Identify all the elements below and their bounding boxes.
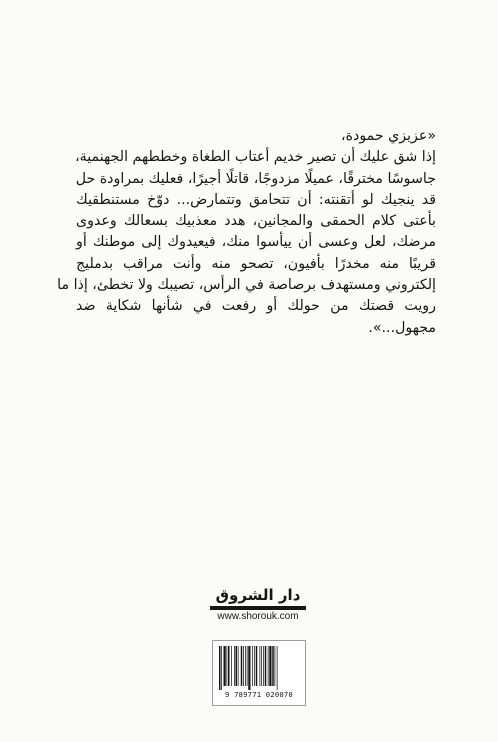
barcode-bar — [221, 646, 222, 690]
barcode-bar — [275, 646, 276, 686]
barcode-bar — [256, 646, 258, 686]
blurb-line: إلكتروني ومستهدف برصاصة في الرأس، تصيبك ولا تخطئ، إذا ما — [57, 277, 436, 294]
barcode — [212, 640, 306, 706]
barcode-bar — [252, 646, 253, 686]
barcode-bar — [238, 646, 239, 686]
barcode-bar — [243, 646, 244, 686]
barcode-bar — [219, 646, 221, 690]
barcode-bars — [217, 646, 301, 690]
barcode-bar — [261, 646, 262, 686]
barcode-bar — [265, 646, 267, 686]
blurb-line: «عزيزي حمودة، — [341, 128, 436, 144]
barcode-bar — [272, 646, 274, 686]
blurb-line: مجهول...». — [368, 319, 436, 336]
barcode-bar — [254, 646, 255, 686]
barcode-bar — [231, 646, 232, 686]
barcode-bar — [247, 646, 248, 686]
blurb-line: جاسوسًا مخترقًا، عميلًا مزدوجًا، قاتلًا أجيرًا، فعليك بمراودة حل — [75, 170, 436, 187]
barcode-bar — [236, 646, 238, 686]
barcode-bar — [248, 646, 250, 690]
barcode-bar — [245, 646, 246, 686]
back-cover-blurb — [57, 126, 436, 339]
blurb-line: بأعتى كلام الحمقى والمجانين، هدد معذبيك بسعالك وعدوى — [76, 213, 436, 230]
barcode-bar — [234, 646, 235, 686]
barcode-bar — [241, 646, 243, 686]
barcode-bar — [277, 646, 278, 690]
blurb-line: قد ينجيك لو أتقنته: أن تتحامق وتتمارض... دوّخ مستنطقيك — [76, 191, 436, 208]
publisher-logo — [196, 586, 320, 623]
barcode-bar — [224, 646, 226, 686]
blurb-line: إذا شق عليك أن تصير خديم أعتاب الطغاة وخططهم الجهنمية، — [75, 149, 436, 166]
barcode-bar — [269, 646, 271, 686]
barcode-bar — [268, 646, 269, 686]
publisher-rule — [210, 606, 306, 610]
publisher-name: دار الشروق — [215, 586, 301, 604]
blurb-line: رويت قصتك من حولك أو رفعت في شأنها شكاية ضد — [76, 298, 436, 315]
barcode-bar — [260, 646, 261, 686]
blurb-line: قريبًا منه مخدرًا بأفيون، تصحو منه وأنت مراقب بدمليج — [76, 255, 436, 272]
blurb-line: مرضك، لعل وعسى أن ييأسوا منك، فيعيدوك إلى موطنك أو — [76, 234, 436, 251]
barcode-bar — [263, 646, 264, 686]
barcode-digits: 9 789771 020070 — [225, 690, 293, 699]
barcode-bar — [227, 646, 228, 686]
barcode-bar — [228, 646, 230, 686]
publisher-url: www.shorouk.com — [217, 611, 299, 622]
